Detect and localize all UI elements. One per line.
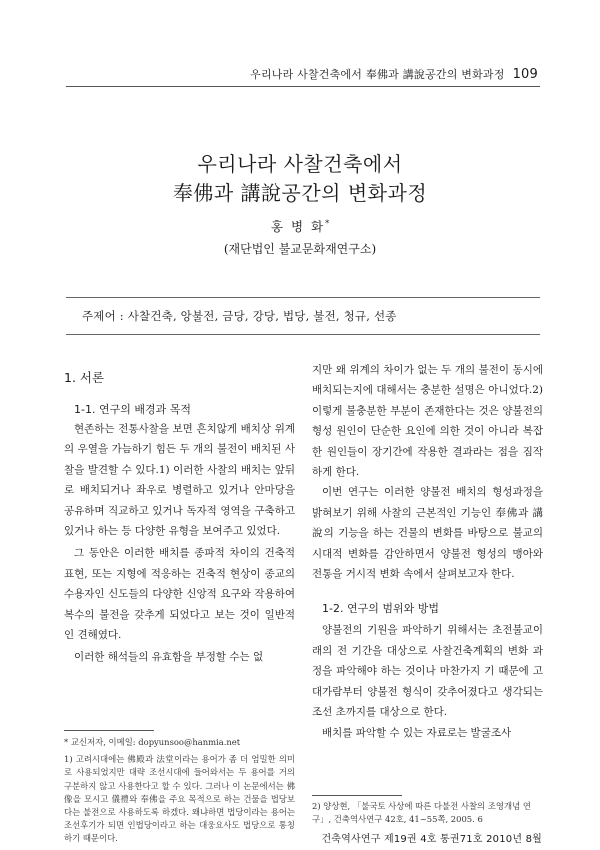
footnote-rule-right [312, 795, 402, 796]
running-header [250, 66, 538, 82]
paper-title [0, 150, 600, 208]
title-line-1: 우리나라 사찰건축에서 [197, 152, 403, 176]
author-mark: * [325, 218, 330, 228]
body-paragraph: 양불전의 기원을 파악하기 위해서는 초전불교이래의 전 기간을 대상으로 사찰건축계획의 변화 과정을 파악해야 하는 것이나 마찬가지 기 때문에 고대가람부터 양불전 형식이 갖추어졌다고 생각되는 조선 초까지를 대상으로 한다. [312, 624, 543, 719]
section-title: 1. 서론 [64, 370, 105, 385]
journal-footer: 건축역사연구 제19권 4호 통권71호 2010년 8월 [321, 834, 542, 845]
author [0, 217, 600, 235]
right-column [312, 360, 543, 743]
body-paragraph: 지만 왜 위계의 차이가 없는 두 개의 불전이 동시에 배치되는지에 대해서는 충분한 설명은 아니었다.2) 이렇게 불충분한 부분이 존재한다는 것은 양불전의 형성 원인이 단순한 요인에 의한 것이 아니라 복잡한 원인들이 장기간에 작용한 결과라는 점을 짐작하게 한다. [312, 364, 543, 479]
header-rule [66, 86, 540, 87]
author-name: 홍 병 화 [270, 219, 326, 234]
body-paragraph: 그 동안은 이러한 배치를 종파적 차이의 건축적 표현, 또는 지형에 적응하는 건축적 현상이 종교의 수용자인 신도들의 다양한 신앙적 요구와 작용하여 복수의 불전을 갖추게 되었다고 보는 것이 일반적인 견해였다. [64, 547, 295, 642]
body-paragraph: 현존하는 전통사찰을 보면 흔치않게 배치상 위계의 우열을 가늠하기 힘든 두 개의 불전이 배치된 사찰을 발견할 수 있다.1) 이러한 사찰의 배치는 앞뒤로 배치되거나 좌우로 병렬하고 있거나 안마당을 공유하며 직교하고 있거나 독자적 영역을 구축하고 있거나 하는 등 다양한 유형을 보여주고 있었다. [64, 423, 295, 538]
keywords-rule-top [66, 297, 540, 298]
body-paragraph: 배치를 파악할 수 있는 자료로는 발굴조사 [322, 726, 512, 739]
keywords-rule-bottom [66, 334, 540, 335]
title-line-2: 奉佛과 講說공간의 변화과정 [172, 181, 428, 205]
footnotes-left [64, 736, 295, 850]
page-number: 109 [512, 67, 538, 82]
body-paragraph: 이러한 해석들의 유효함을 부정할 수는 없 [74, 651, 264, 664]
body-paragraph: 이번 연구는 이러한 양불전 배치의 형성과정을 밝혀보기 위해 사찰의 근본적인 기능인 奉佛과 講說의 기능을 하는 건물의 변화를 바탕으로 불교의 시대적 변화를 감안하면서 양불전 형성의 맹아와 전통을 거시적 변화 속에서 살펴보고자 한다. [312, 486, 543, 581]
keywords: 주제어 : 사찰건축, 앙불전, 금당, 강당, 법당, 불전, 청규, 선종 [82, 309, 397, 323]
footnotes-right [312, 800, 543, 826]
left-column [64, 360, 295, 668]
footnote: * 교신저자, 이메일: dopyunsoo@hanmia.net [64, 737, 241, 747]
affiliation: (재단법인 불교문화재연구소) [223, 242, 377, 256]
footnote: 2) 양상현, 「불국토 사상에 따른 다불전 사찰의 조영개념 연구」, 건축역사연구 42호, 41~55쪽, 2005. 6 [312, 801, 531, 825]
subsection-title: 1-1. 연구의 배경과 목적 [74, 403, 191, 416]
footnote-rule [64, 730, 154, 731]
subsection-title: 1-2. 연구의 범위와 방법 [322, 602, 439, 616]
footnote: 1) 고려시대에는 佛殿과 法堂이라는 용어가 좀 더 엄밀한 의미로 사용되었지만 대략 조선시대에 들어와서는 두 용어를 거의 구분하지 않고 사용한다고 할 수 있다. 그러나 이 논문에서는 佛像을 모시고 儀禮와 奉佛을 주요 목적으로 하는 건물을 법당보다는 불전으로 사용하도록 하겠다. 왜냐하면 법당이라는 용어는 조선후기가 되면 인법당이라고 하는 대웅요사도 법당으로 통칭하기 때문이다. [64, 754, 295, 844]
running-title: 우리나라 사찰건축에서 奉佛과 講說공간의 변화과정 [250, 68, 505, 81]
